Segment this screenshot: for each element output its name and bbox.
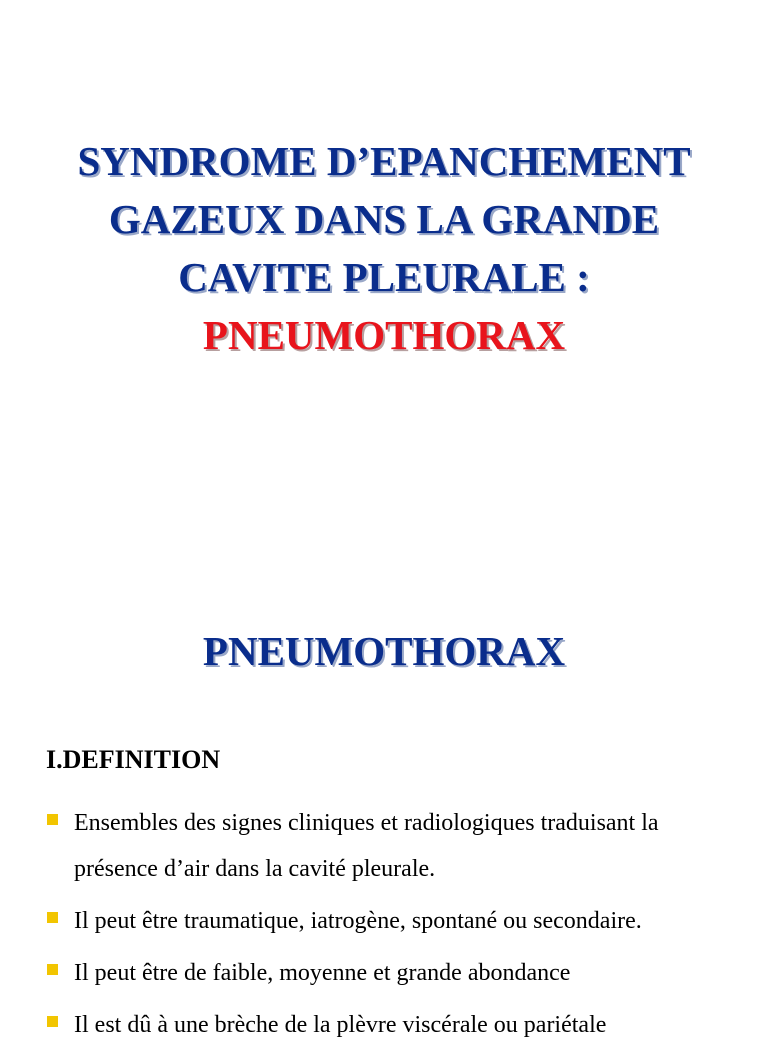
- bullet-square-icon: [47, 814, 58, 825]
- title-line-1: SYNDROME D’EPANCHEMENT: [77, 138, 691, 184]
- title-line-2: GAZEUX DANS LA GRANDE: [108, 196, 660, 242]
- bullet-square-icon: [47, 964, 58, 975]
- section-heading: PNEUMOTHORAX: [202, 628, 566, 674]
- definition-subheading: I.DEFINITION: [46, 745, 221, 774]
- bullet-square-icon: [47, 912, 58, 923]
- bullet-text-line: présence d’air dans la cavité pleurale.: [74, 856, 436, 882]
- bullet-text-line: Il est dû à une brèche de la plèvre viscérale ou pariétale: [74, 1012, 607, 1038]
- title-line-3: CAVITE PLEURALE :: [178, 254, 590, 300]
- bullet-text-line: Ensembles des signes cliniques et radiologiques traduisant la: [74, 810, 659, 836]
- bullet-text-line: Il peut être traumatique, iatrogène, spontané ou secondaire.: [74, 908, 642, 934]
- bullet-text-line: Il peut être de faible, moyenne et grande abondance: [74, 960, 571, 986]
- bullet-square-icon: [47, 1016, 58, 1027]
- title-accent: PNEUMOTHORAX: [202, 312, 566, 358]
